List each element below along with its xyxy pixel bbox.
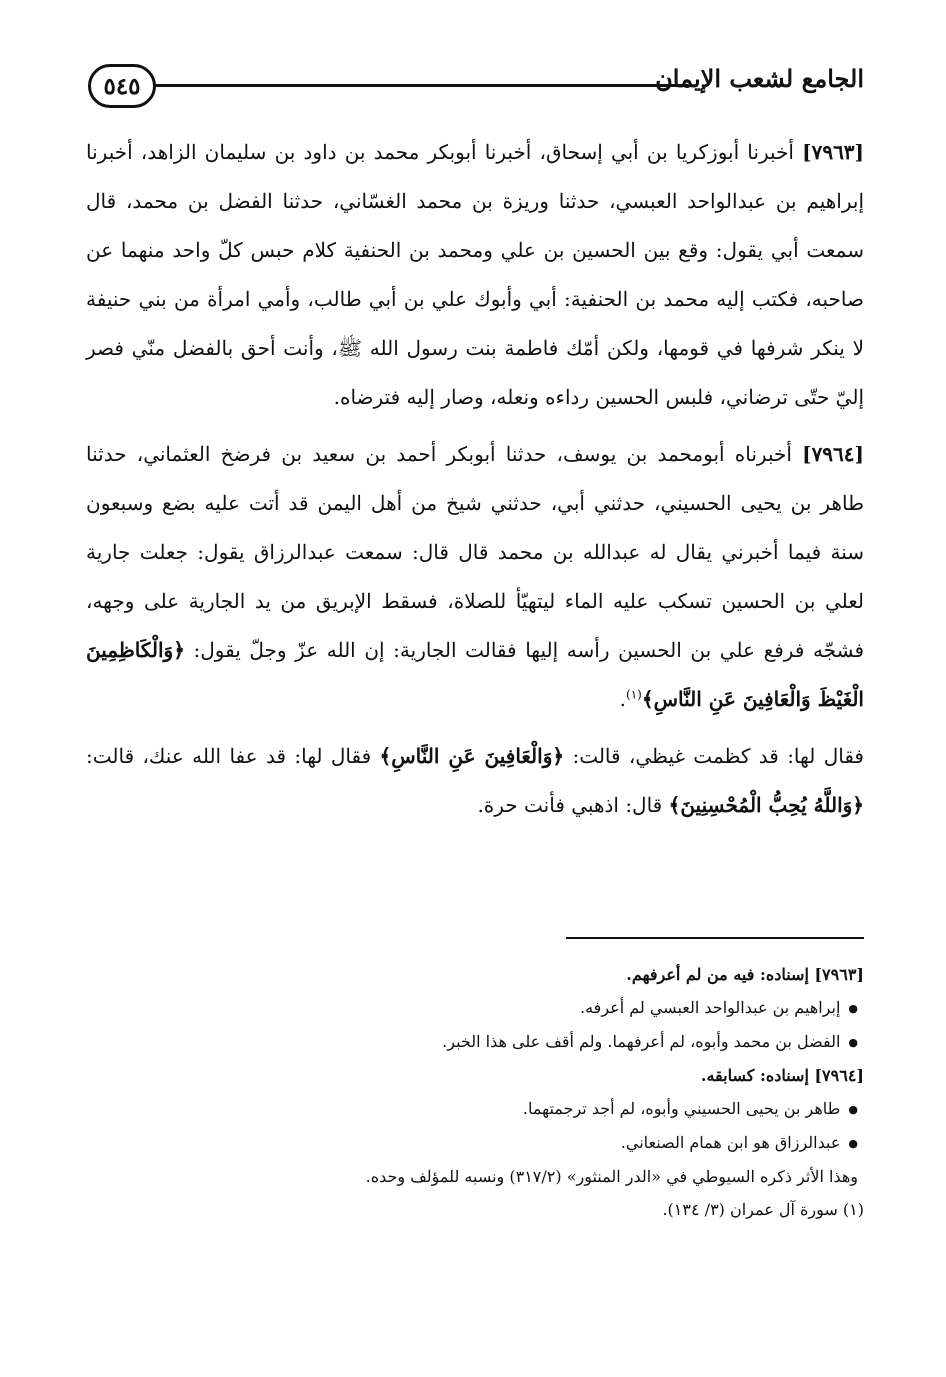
header-rule [154,84,688,87]
footnote-bullet: ● عبدالرزاق هو ابن همام الصنعاني. [180,1126,864,1160]
dialogue-text: فقال لها: قد عفا الله عنك، قالت: [86,744,372,768]
hadith-number: [٧٩٦٤] [802,442,864,466]
dialogue-text: قال: اذهبي فأنت حرة. [477,793,663,817]
footnote-ref: (١) [626,687,642,702]
hadith-number: [٧٩٦٣] [802,140,865,164]
sentence-end: . [619,687,627,711]
quran-verse: ﴿وَالْعَافِينَ عَنِ النَّاسِ﴾ [379,744,565,768]
footnote-bullet: ● طاهر بن يحيى الحسيني وأبوه، لم أجد ترجمتهما. [180,1092,864,1126]
running-title: الجامع لشعب الإيمان [655,64,864,93]
hadith-7964 [86,430,864,724]
page-number: ٥٤٥ [88,64,156,108]
footnote-source-note: وهذا الأثر ذكره السيوطي في «الدر المنثور» (٣١٧/٢) ونسبه للمؤلف وحده. [365,1167,858,1186]
dialogue-paragraph [86,732,864,830]
quran-verse: ﴿وَالْكَاظِمِينَ الْغَيْظَ وَالْعَافِينَ عَنِ النَّاسِ﴾ [86,638,864,711]
footnote-1: (١) سورة آل عمران (٣/ ١٣٤). [662,1200,864,1219]
quran-verse: ﴿وَاللَّهُ يُحِبُّ الْمُحْسِنِينَ﴾ [668,793,864,817]
hadith-text: أخبرنا أبوزكريا بن أبي إسحاق، أخبرنا أبوبكر محمد بن داود بن سليمان الزاهد، أخبرنا إبراهيم بن عبدالواحد العبسي، حدثنا وريزة بن محمد الغسّاني، حدثنا الفضل بن محمد، قال سمعت أبي يقول: وقع بين الحسين بن علي ومحمد بن الحنفية كلام حبس كلّ واحد منهما عن صاحبه، فكتب إليه محمد بن الحنفية: أبي وأبوك علي بن أبي طالب، وأمي امرأة من بني حنيفة لا ينكر شرفها في قومها، ولكن أمّك فاطمة بنت رسول الله ﷺ، وأنت أحق بالفضل منّي فصر إليّ حتّى ترضاني، فلبس الحسين رداءه ونعله، وصار إليه فترضاه. [86,140,864,409]
page-header [88,50,864,120]
footnote-bullet: ● الفضل بن محمد وأبوه، لم أعرفهما. ولم أقف على هذا الخبر. [180,1025,864,1059]
footnote-bullet: ● إبراهيم بن عبدالواحد العبسي لم أعرفه. [180,991,864,1025]
footnote-separator [566,937,864,939]
footnote-7963-head: [٧٩٦٣] إسناده: فيه من لم أعرفهم. [626,965,864,984]
hadith-7963 [86,128,864,422]
dialogue-text: فقال لها: قد كظمت غيظي، قالت: [572,744,864,768]
main-text [86,128,864,838]
footnote-7964-head: [٧٩٦٤] إسناده: كسابقه. [700,1066,864,1085]
footnotes [180,958,864,1226]
hadith-text: أخبرناه أبومحمد بن يوسف، حدثنا أبوبكر أحمد بن سعيد بن فرضخ العثماني، حدثنا طاهر بن يحيى الحسيني، حدثني أبي، حدثني شيخ من أهل اليمن قد أتت عليه بضع وسبعون سنة فيما أخبرني يقال له عبدالله بن محمد قال قال: سمعت عبدالرزاق يقول: جعلت جارية لعلي بن الحسين تسكب عليه الماء ليتهيّأ للصلاة، فسقط الإبريق من يد الجارية على وجهه، فشجّه فرفع علي بن الحسين رأسه إليها فقالت الجارية: إن الله عزّ وجلّ يقول: [86,442,865,662]
